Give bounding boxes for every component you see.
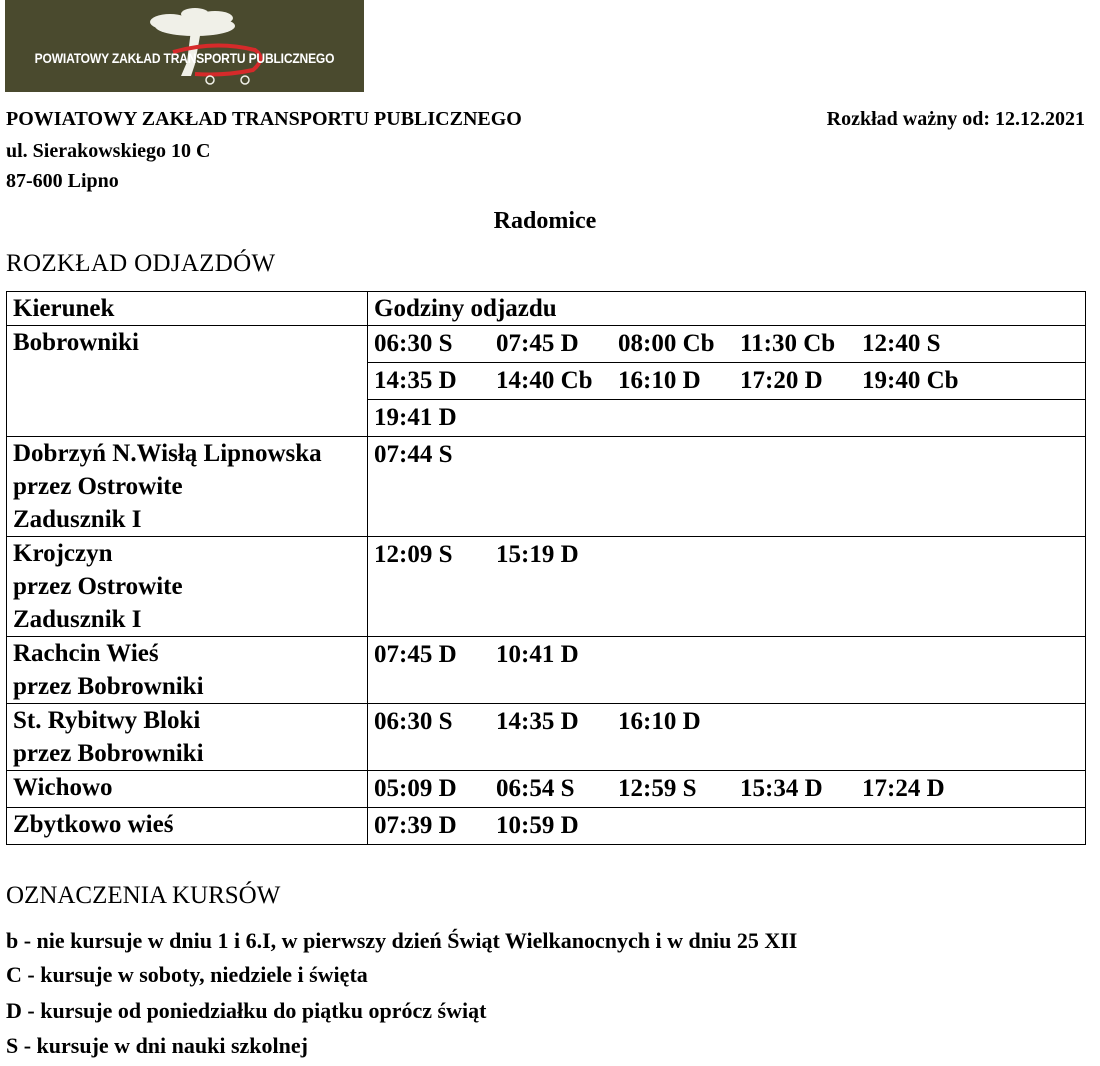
direction-cell xyxy=(7,771,368,808)
times-cell xyxy=(368,808,1086,845)
direction-line: przez Bobrowniki xyxy=(13,673,204,700)
departure-time: 14:35 D xyxy=(374,367,457,394)
direction-cell xyxy=(7,326,368,437)
departures-table xyxy=(6,291,1086,845)
direction-line: przez Ostrowite xyxy=(13,473,183,500)
departure-time: 06:54 S xyxy=(496,775,575,802)
times-cell xyxy=(368,637,1086,704)
departure-time: 19:41 D xyxy=(374,404,457,431)
times-line xyxy=(368,537,1085,573)
legend-item-c: C - kursuje w soboty, niedziele i święta xyxy=(6,962,368,987)
times-cell xyxy=(368,704,1086,771)
table-row xyxy=(7,704,1086,771)
legend-item-b: b - nie kursuje w dniu 1 i 6.I, w pierwszy dzień Świąt Wielkanocnych i w dniu 25 XII xyxy=(6,928,798,953)
times-line xyxy=(368,704,1085,740)
table-row xyxy=(7,326,1086,437)
legend-title: OZNACZENIA KURSÓW xyxy=(6,882,281,909)
departure-time: 15:19 D xyxy=(496,541,579,568)
legend-item-d: D - kursuje od poniedziałku do piątku oprócz świąt xyxy=(6,998,487,1023)
direction-line: Wichowo xyxy=(13,774,113,801)
times-cell xyxy=(368,437,1086,537)
departure-time: 07:44 S xyxy=(374,441,453,468)
direction-line: Zbytkowo wieś xyxy=(13,811,174,838)
departure-time: 11:30 Cb xyxy=(740,330,836,357)
direction-line: Rachcin Wieś xyxy=(13,640,159,667)
times-cell xyxy=(368,537,1086,637)
departure-time: 07:45 D xyxy=(374,641,457,668)
departure-time: 16:10 D xyxy=(618,367,701,394)
direction-cell xyxy=(7,537,368,637)
table-row xyxy=(7,437,1086,537)
logo-text: POWIATOWY ZAKŁAD TRANSPORTU PUBLICZNEGO xyxy=(34,50,335,66)
direction-cell xyxy=(7,808,368,845)
times-line xyxy=(368,326,1085,362)
departure-time: 05:09 D xyxy=(374,775,457,802)
times-line xyxy=(368,399,1085,436)
schedule-heading: ROZKŁAD ODJAZDÓW xyxy=(6,250,276,277)
tree-icon xyxy=(5,0,364,92)
column-header-times: Godziny odjazdu xyxy=(368,292,1086,326)
times-line xyxy=(368,362,1085,399)
direction-line: Bobrowniki xyxy=(13,329,139,356)
direction-line: Zadusznik I xyxy=(13,606,142,633)
departure-time: 17:20 D xyxy=(740,367,823,394)
table-row xyxy=(7,771,1086,808)
times-line xyxy=(368,637,1085,673)
valid-from: Rozkład ważny od: 12.12.2021 xyxy=(826,108,1085,130)
departure-time: 07:45 D xyxy=(496,330,579,357)
departure-time: 12:59 S xyxy=(618,775,697,802)
direction-line: Dobrzyń N.Wisłą Lipnowska xyxy=(13,440,322,467)
table-row xyxy=(7,537,1086,637)
times-line xyxy=(368,808,1085,844)
departure-time: 14:35 D xyxy=(496,708,579,735)
departure-time: 14:40 Cb xyxy=(496,367,593,394)
departure-time: 16:10 D xyxy=(618,708,701,735)
times-cell xyxy=(368,326,1086,437)
departure-time: 06:30 S xyxy=(374,330,453,357)
company-city: 87-600 Lipno xyxy=(6,170,119,192)
column-header-direction: Kierunek xyxy=(7,292,368,326)
company-name: POWIATOWY ZAKŁAD TRANSPORTU PUBLICZNEGO xyxy=(6,108,522,130)
departure-time: 07:39 D xyxy=(374,812,457,839)
direction-line: Krojczyn xyxy=(13,540,113,567)
departure-time: 08:00 Cb xyxy=(618,330,715,357)
times-line xyxy=(368,437,1085,473)
direction-line: przez Bobrowniki xyxy=(13,740,204,767)
times-cell xyxy=(368,771,1086,808)
departure-time: 17:24 D xyxy=(862,775,945,802)
table-row xyxy=(7,808,1086,845)
departure-time: 19:40 Cb xyxy=(862,367,959,394)
departure-time: 15:34 D xyxy=(740,775,823,802)
stop-name: Radomice xyxy=(493,208,597,234)
direction-line: przez Ostrowite xyxy=(13,573,183,600)
direction-line: St. Rybitwy Bloki xyxy=(13,707,201,734)
direction-cell xyxy=(7,704,368,771)
table-header-row xyxy=(7,292,1086,326)
company-logo xyxy=(5,0,364,92)
legend-item-s: S - kursuje w dni nauki szkolnej xyxy=(6,1033,308,1058)
times-line xyxy=(368,771,1085,807)
table-row xyxy=(7,637,1086,704)
departure-time: 06:30 S xyxy=(374,708,453,735)
departure-time: 12:40 S xyxy=(862,330,941,357)
departure-time: 12:09 S xyxy=(374,541,453,568)
direction-cell xyxy=(7,437,368,537)
company-street: ul. Sierakowskiego 10 C xyxy=(6,140,211,162)
departure-time: 10:59 D xyxy=(496,812,579,839)
direction-cell xyxy=(7,637,368,704)
departure-time: 10:41 D xyxy=(496,641,579,668)
direction-line: Zadusznik I xyxy=(13,506,142,533)
